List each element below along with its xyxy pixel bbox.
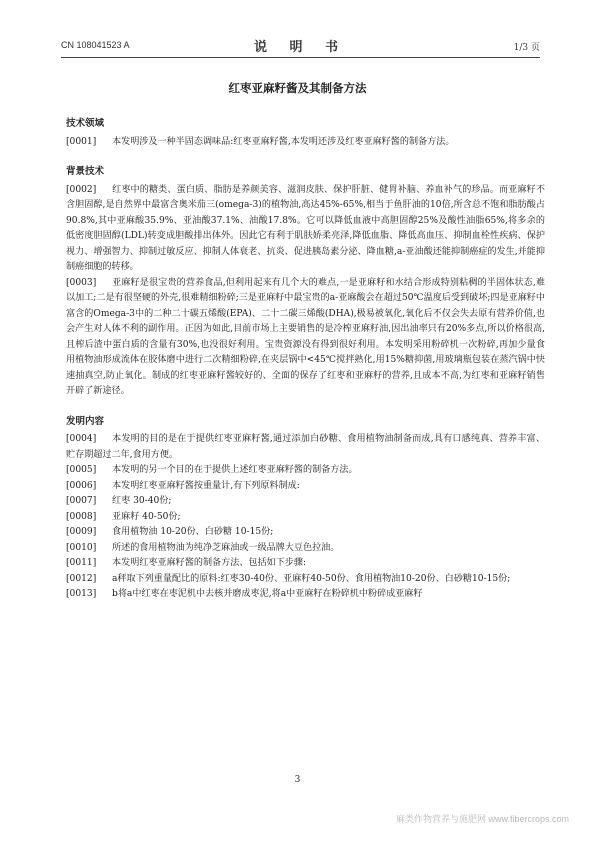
paragraph-text: 所述的食用植物油为纯净芝麻油或一级品牌大豆色拉油。 <box>112 542 340 553</box>
paragraph-text: 本发明的另一个目的在于提供上述红枣亚麻籽酱的制备方法。 <box>112 465 358 475</box>
page-header <box>61 36 540 54</box>
patent-number: CN 108041523 A <box>61 40 130 50</box>
header-divider <box>61 57 540 58</box>
paragraph-0005 <box>66 463 545 479</box>
document-body <box>66 116 545 603</box>
paragraph-0003 <box>66 276 545 400</box>
paragraph-0004 <box>66 432 545 463</box>
page-number: 3 <box>294 775 301 785</box>
paragraph-text: 本发明涉及一种半固态调味品:红枣亚麻籽酱,本发明还涉及红枣亚麻籽酱的制备方法。 <box>112 136 455 147</box>
paragraph-0011 <box>66 556 545 572</box>
paragraph-number: [0004] <box>66 434 97 444</box>
paragraph-0006 <box>66 479 545 495</box>
paragraph-text: 食用植物油 10-20份、白砂糖 10-15份; <box>112 527 274 537</box>
paragraph-text: b将a中红枣在枣泥机中去核并磨成枣泥,将a中亚麻籽在粉碎机中粉碎成亚麻籽 <box>112 589 423 599</box>
paragraph-number: [0006] <box>66 480 97 491</box>
paragraph-text: 亚麻籽是很宝贵的营养食品,但利用起来有几个大的难点,一是亚麻籽和水结合形成特别粘稠的半固体状态,难以加工;二是有很坚硬的外壳,很难精细粉碎;三是亚麻籽中最宝贵的a-亚麻酸会在超过50℃温度后受到破坏;四是亚麻籽中富含的Omega-3中的二种二十碳五烯酸(EPA)、二十二碳三烯酸(DHA),极易被氧化,氧化后不仅会失去原有营养价值,也会产生对人体不利的副作用。正因为如此,目前市场上主要销售的是冷榨亚麻籽油,因出油率只有20%多点,所以价格很高,且榨后渣中蛋白质的含量有30%,也没很好利用。宝贵资源没有得到很好利用。本发明采用粉碎机一次粉碎,再加少量食用植物油形成流体在胶体磨中进行二次精细粉碎,在夹层锅中<45℃搅拌熟化,用15%糖抑菌,用玻璃瓶包装在蒸汽锅中快速抽真空,防止氧化。制成的红枣亚麻籽酱较好的、全面的保存了红枣和亚麻籽的营养,且成本不高,为红枣和亚麻籽销售开辟了新途径。 <box>66 277 545 396</box>
paragraph-0007 <box>66 494 545 510</box>
paragraph-text: 亚麻籽 40-50份; <box>112 511 181 522</box>
paragraph-0001 <box>66 135 545 151</box>
paragraph-number: [0001] <box>66 136 97 147</box>
paragraph-0010 <box>66 541 545 557</box>
paragraph-text: 本发明红枣亚麻籽酱按重量计,有下列原料制成: <box>112 480 300 491</box>
document-type: 说 明 书 <box>253 40 348 55</box>
paragraph-number: [0003] <box>66 277 97 288</box>
section-heading-background: 背景技术 <box>66 166 105 177</box>
paragraph-0013 <box>66 587 545 603</box>
paragraph-text: 红枣 30-40份; <box>112 496 172 506</box>
paragraph-number: [0002] <box>66 184 97 195</box>
paragraph-number: [0005] <box>66 465 97 475</box>
paragraph-text: a秤取下列重量配比的原料:红枣30-40份、亚麻籽40-50份、食用植物油10-20份、白砂糖10-15份; <box>112 573 511 584</box>
page-indicator: 1/3 页 <box>513 43 540 53</box>
document-title: 红枣亚麻籽酱及其制备方法 <box>228 81 367 95</box>
paragraph-number: [0013] <box>66 589 97 599</box>
paragraph-number: [0010] <box>66 542 97 553</box>
paragraph-0002 <box>66 183 545 276</box>
watermark-text: 麻类作物营养与施肥网 www.fibercrops.com <box>395 814 569 824</box>
paragraph-number: [0009] <box>66 527 97 537</box>
paragraph-number: [0007] <box>66 496 97 506</box>
paragraph-number: [0011] <box>66 558 97 568</box>
paragraph-0009 <box>66 525 545 541</box>
section-heading-tech-field: 技术领域 <box>66 118 105 129</box>
paragraph-0008 <box>66 510 545 526</box>
paragraph-text: 本发明红枣亚麻籽酱的制备方法、包括如下步骤: <box>112 558 307 568</box>
paragraph-number: [0008] <box>66 511 97 522</box>
paragraph-0012 <box>66 572 545 588</box>
paragraph-text: 红枣中的糖类、蛋白质、脂肪是养颜美容、滋润皮肤、保护肝脏、健胃补脑、养血补气的珍品。而亚麻籽不含胆固醇,是自然界中最富含奥米茄三(omega-3)的植物油,高达45%-65%,相当于鱼肝油的10倍,所含总不饱和脂肪酸占90.8%,其中亚麻酸35.9%、亚油酸37.1%、油酸17.8%。它可以降低血液中高胆固醇25%及酸性油脂65%,将多余的低密度胆固醇(LDL)转变成胆酸排出体外。因此它有利于肌肤娇柔亮泽,降低血脂、降低高血压、抑制血栓性疾病、保护视力、增强智力、抑制过敏反应、抑制人体衰老、抗炎、促进胰岛素分泌、降血糖,a-亚油酸还能抑制癌症的发生,并能抑制癌细胞的转移。 <box>66 184 545 272</box>
paragraph-number: [0012] <box>66 573 97 584</box>
paragraph-text: 本发明的目的是在于提供红枣亚麻籽酱,通过添加白砂糖、食用植物油制备而成,具有口感纯真、营养丰富、贮存期超过二年,食用方便。 <box>66 434 545 460</box>
section-heading-summary: 发明内容 <box>66 415 105 427</box>
